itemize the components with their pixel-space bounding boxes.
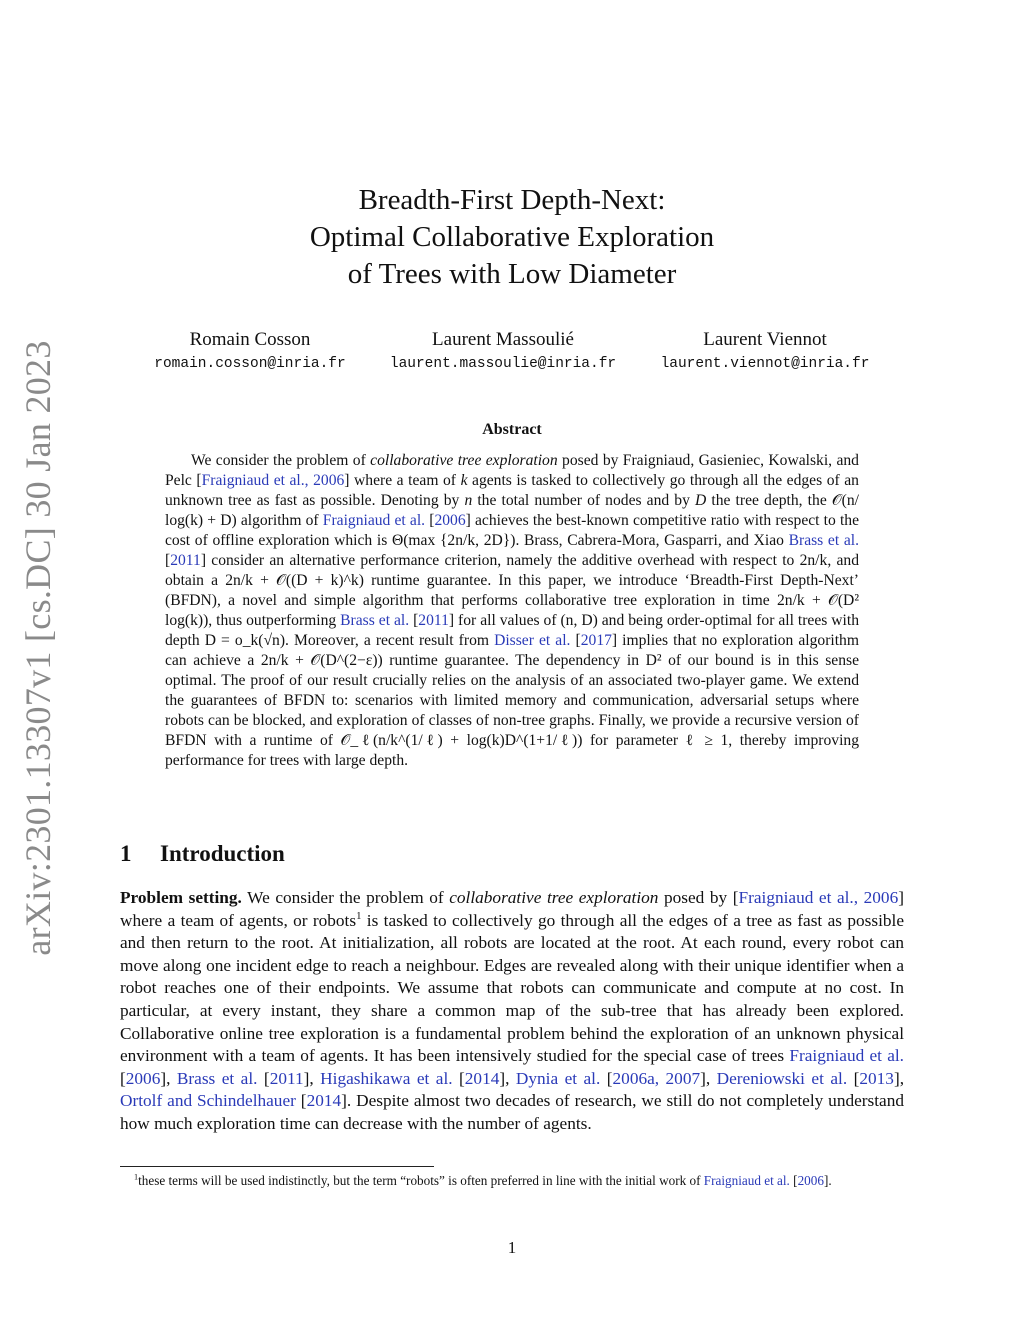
intro-text: ], bbox=[700, 1068, 717, 1088]
citation-link[interactable]: Disser et al. bbox=[494, 632, 571, 649]
citation-year-link[interactable]: 2011 bbox=[170, 552, 201, 569]
citation-year-link[interactable]: 2011 bbox=[418, 612, 449, 629]
author-email[interactable]: romain.cosson@inria.fr bbox=[154, 356, 346, 372]
intro-text: [ bbox=[452, 1068, 465, 1088]
abstract-body bbox=[165, 451, 859, 771]
intro-text: [ bbox=[847, 1068, 860, 1088]
abstract-text: ] where a team of bbox=[344, 472, 461, 489]
citation-year-link[interactable]: 2006 bbox=[434, 512, 466, 529]
abstract-text: ] consider an alternative performance criterion, namely the additive overhead with respect to 2n/k, and obtain a 2n/k + 𝒪((D + k)^k) runtime guarantee. In this paper, we introduce ‘Breadth-First Depth-Next’ (BFDN), a novel and simple algorithm that performs collaborative tree exploration in time 2n/k + 𝒪(D² log(k)), thus outperforming bbox=[165, 552, 859, 629]
citation-link[interactable]: Dereniowski et al. bbox=[716, 1068, 848, 1088]
citation-link[interactable]: Dynia et al. bbox=[515, 1068, 601, 1088]
citation-year-link[interactable]: 2006 bbox=[125, 1068, 161, 1088]
citation-link[interactable]: Brass et al. bbox=[176, 1068, 258, 1088]
intro-text: [ bbox=[295, 1091, 307, 1111]
author-name: Romain Cosson bbox=[189, 329, 311, 350]
intro-text: We consider the problem of bbox=[241, 888, 450, 907]
citation-year-link[interactable]: 2014 bbox=[464, 1068, 500, 1088]
title-line-3: of Trees with Low Diameter bbox=[347, 258, 677, 290]
citation-link[interactable]: Fraigniaud et al. bbox=[789, 1046, 905, 1066]
citation-link[interactable]: Fraigniaud et al. bbox=[322, 512, 426, 529]
intro-text: [ bbox=[257, 1068, 270, 1088]
citation-link[interactable]: Fraigniaud et al., 2006 bbox=[201, 472, 345, 489]
author-email[interactable]: laurent.massoulie@inria.fr bbox=[389, 356, 617, 372]
abstract-text: [ bbox=[570, 632, 581, 649]
footnote-paragraph bbox=[120, 1171, 904, 1190]
abstract-text: ] achieves the best-known competitive ratio with respect to the cost of offline exploration which is Θ(max {2n/k, 2D}). Brass, Cabrera-Mora, Gasparri, and Xiao bbox=[165, 512, 859, 549]
abstract-text: agents is tasked to collectively go through all the edges of an unknown tree as fast as possible. Denoting by bbox=[165, 472, 859, 509]
citation-link[interactable]: Higashikawa et al. bbox=[320, 1068, 453, 1088]
abstract-text: We consider the problem of bbox=[191, 452, 371, 469]
citation-year-link[interactable]: 2013 bbox=[859, 1068, 894, 1088]
footnote-marker[interactable]: 1 bbox=[356, 909, 362, 922]
intro-text: [ bbox=[120, 1068, 126, 1088]
footnote-divider bbox=[120, 1166, 434, 1167]
introduction-body bbox=[120, 887, 904, 1136]
intro-text: is tasked to collectively go through all the edges of a tree as fast as possible and then return to the root. At initialization, all robots are located at the root. At each round, every robot can move along one incident edge to reach a neighbour. Edges are revealed along with their unique identifier when a robot reaches one of their endpoints. We assume that robots can communicate and compute at no cost. In particular, at every instant, they share a common map of the sub-tree that has already been explored. Collaborative online tree exploration is a fundamental problem behind the exploration of an unknown physical environment with a team of agents. It has been intensively studied for the special case of trees bbox=[120, 910, 904, 1066]
abstract-text: ] for all values of (n, D) and being order-optimal for all trees with depth D = o_k(√n). Moreover, a recent result from bbox=[165, 612, 860, 649]
citation-year-link[interactable]: 2006 bbox=[797, 1173, 824, 1188]
author-block bbox=[605, 327, 925, 375]
section-title: Introduction bbox=[160, 841, 285, 866]
title-line-2: Optimal Collaborative Exploration bbox=[309, 221, 715, 253]
citation-year-link[interactable]: 2017 bbox=[580, 632, 612, 649]
intro-text: ], bbox=[303, 1068, 321, 1088]
footnote bbox=[120, 1171, 904, 1190]
author-email[interactable]: laurent.viennot@inria.fr bbox=[660, 356, 870, 372]
paragraph-lead: Problem setting. bbox=[120, 888, 242, 907]
abstract-text: [ bbox=[409, 612, 419, 629]
intro-text: ] where a team of agents, or robots bbox=[120, 888, 904, 930]
author-name: Laurent Massoulié bbox=[432, 329, 574, 350]
math-symbol: k bbox=[460, 472, 468, 489]
abstract-text: posed by Fraigniaud, Gasieniec, Kowalski, and Pelc [ bbox=[165, 452, 859, 489]
intro-text: ], bbox=[499, 1068, 516, 1088]
arxiv-identifier: arXiv:2301.13307v1 [cs.DC] 30 Jan 2023 bbox=[18, 340, 58, 956]
abstract-text: [ bbox=[165, 552, 171, 569]
abstract-text: ] implies that no exploration algorithm can achieve a 2n/k + 𝒪(D^(2−ε)) runtime guarantee. The dependency in D² of our bound is in this sense optimal. The proof of our result crucially relies on the analysis of an associated two-player game. We extend the guarantees of BFDN to: scenarios with limited memory and communication, adversarial setups where robots can be blocked, and exploration of classes of non-tree graphs. Finally, we provide a recursive version of BFDN with a runtime of 𝒪_ℓ(n/k^(1/ℓ) + log(k)D^(1+1/ℓ)) for parameter ℓ ≥ 1, thereby improving performance for trees with large depth. bbox=[165, 632, 859, 769]
section-heading bbox=[120, 841, 285, 867]
citation-year-link[interactable]: 2006a, 2007 bbox=[612, 1068, 701, 1088]
section-number: 1 bbox=[120, 841, 132, 866]
citation-year-link[interactable]: 2014 bbox=[306, 1091, 342, 1111]
footnote-text: ]. bbox=[823, 1173, 832, 1188]
citation-link[interactable]: Fraigniaud et al. bbox=[703, 1173, 790, 1188]
intro-text: [ bbox=[600, 1068, 613, 1088]
footnote-text: these terms will be used indistinctly, but the term “robots” is often preferred in line with the initial work of bbox=[138, 1173, 704, 1188]
title-line-1: Breadth-First Depth-Next: bbox=[358, 184, 666, 216]
intro-text: posed by [ bbox=[658, 888, 739, 907]
abstract-heading: Abstract bbox=[482, 421, 542, 438]
author-name: Laurent Viennot bbox=[703, 329, 827, 350]
page-number: 1 bbox=[507, 1238, 517, 1257]
abstract-text: [ bbox=[425, 512, 435, 529]
intro-emphasis: collaborative tree exploration bbox=[449, 888, 659, 907]
abstract-emphasis: collaborative tree exploration bbox=[370, 452, 558, 469]
abstract-paragraph bbox=[165, 451, 859, 771]
citation-link[interactable]: Brass et al. bbox=[340, 612, 410, 629]
abstract-text: the tree depth, the 𝒪(n/ log(k) + D) algorithm of bbox=[165, 492, 859, 529]
intro-paragraph bbox=[120, 887, 904, 1136]
footnote-number: 1 bbox=[134, 1172, 139, 1182]
intro-text: ], bbox=[160, 1068, 177, 1088]
footnote-text: [ bbox=[789, 1173, 798, 1188]
math-symbol: D bbox=[695, 492, 707, 509]
citation-year-link[interactable]: 2011 bbox=[269, 1068, 304, 1088]
math-symbol: n bbox=[464, 492, 473, 509]
paper-title bbox=[0, 182, 1024, 293]
intro-text: ], bbox=[893, 1068, 905, 1088]
abstract-text: the total number of nodes and by bbox=[472, 492, 696, 509]
intro-text: ]. Despite almost two decades of research, we still do not completely understand how much exploration time can decrease with the number of agents. bbox=[120, 1091, 905, 1133]
citation-link[interactable]: Brass et al. bbox=[788, 532, 860, 549]
citation-link[interactable]: Fraigniaud et al., 2006 bbox=[738, 888, 899, 907]
citation-link[interactable]: Ortolf and Schindelhauer bbox=[120, 1091, 296, 1111]
